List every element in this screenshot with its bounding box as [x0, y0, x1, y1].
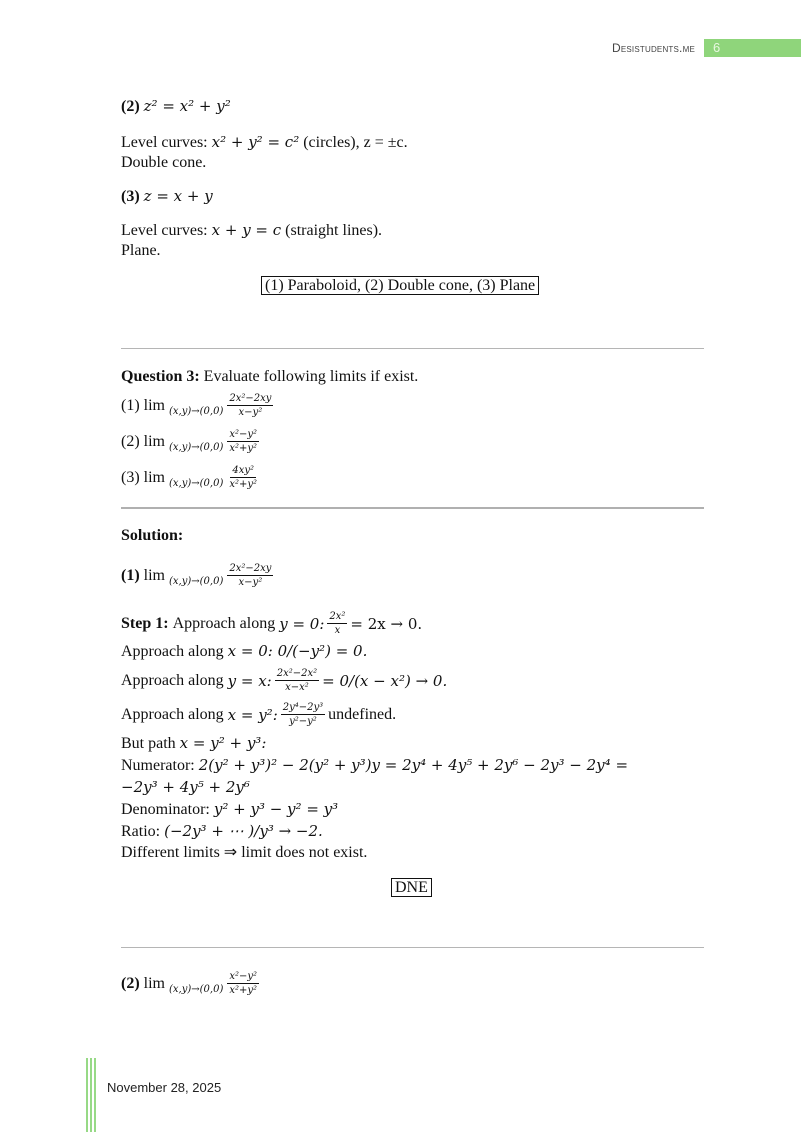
fraction [275, 667, 319, 694]
step1-text: Approach along [172, 614, 276, 632]
line-text: But path [121, 735, 176, 752]
solution-title: Solution: [121, 527, 184, 544]
denominator: x²+y² [229, 479, 258, 490]
line-text: Approach along [121, 643, 224, 660]
approach-y-equals-x [121, 667, 447, 694]
line-math: (−2y³ + ⋯ )/y³ → −2. [164, 822, 323, 840]
fraction [227, 392, 273, 419]
question3-limit-2 [121, 428, 259, 455]
part3-heading [121, 186, 213, 207]
part2-heading [121, 96, 231, 117]
part3-label: (3) [121, 188, 140, 205]
divider [121, 507, 704, 509]
part-label: (1) [121, 566, 140, 584]
part2-equation: z² = x² + y² [143, 97, 231, 115]
limit-label: (1) lim [121, 396, 165, 414]
part2-level-curves [121, 132, 408, 153]
fraction [227, 562, 273, 589]
limit-subscript: (x,y)→(0,0) [169, 477, 224, 489]
denominator-line [121, 799, 338, 820]
fraction [227, 464, 259, 491]
numerator: x²−y² [229, 971, 258, 982]
question3-heading [121, 367, 418, 387]
numerator-continued [121, 777, 250, 798]
limit-label: (3) lim [121, 468, 165, 486]
numerator: 2x²−2xy [229, 393, 272, 404]
numerator: 4xy² [232, 465, 255, 476]
fraction [327, 610, 347, 637]
footer-date: November 28, 2025 [107, 1080, 222, 1095]
question3-prompt: Evaluate following limits if exist. [203, 368, 419, 385]
level-curves-equation: x + y = c [211, 221, 282, 239]
line-text: Denominator: [121, 801, 210, 818]
answer-box-q2 [261, 276, 539, 296]
level-curves-note: (straight lines). [285, 222, 383, 239]
question3-title: Question 3: [121, 368, 200, 385]
line-text: Approach along [121, 705, 224, 723]
fraction [281, 701, 325, 728]
header-site-name: Desistudents.me [611, 41, 695, 55]
denominator: x²+y² [229, 985, 258, 996]
limit-subscript: (x,y)→(0,0) [169, 441, 224, 453]
boxed-answer: (1) Paraboloid, (2) Double cone, (3) Plane [261, 276, 539, 295]
line-text: Ratio: [121, 823, 161, 840]
denominator: x [334, 625, 341, 636]
part-label: (2) [121, 974, 140, 992]
dne-answer [391, 878, 432, 898]
path-line [121, 733, 266, 754]
solution-part1-heading [121, 562, 273, 589]
fraction [227, 970, 259, 997]
limit-subscript: (x,y)→(0,0) [169, 405, 224, 417]
line-math: 2(y² + y³)² − 2(y² + y³)y = 2y⁴ + 4y⁵ + 2y⁶ − 2y³ − 2y⁴ = [198, 756, 629, 774]
page-number-badge: 6 [704, 39, 801, 57]
denominator: x²+y² [229, 443, 258, 454]
denominator: x−x² [285, 682, 309, 693]
line-result: undefined. [328, 705, 397, 723]
limit-subscript: (x,y)→(0,0) [169, 983, 224, 995]
line-text: Numerator: [121, 757, 195, 774]
level-curves-equation: x² + y² = c² [211, 133, 300, 151]
lim-text: lim [143, 566, 165, 584]
footer-accent-bar [90, 1058, 92, 1132]
level-curves-note: (circles), z = ±c. [303, 134, 408, 151]
part2-label: (2) [121, 98, 140, 115]
lim-text: lim [143, 974, 165, 992]
line-text: Approach along [121, 671, 224, 689]
question3-limit-3 [121, 464, 259, 491]
part3-equation: z = x + y [143, 187, 213, 205]
part2-conclusion: Double cone. [121, 154, 207, 171]
ratio-line [121, 821, 323, 842]
step1-label: Step 1: [121, 614, 169, 632]
denominator: x−y² [238, 407, 263, 418]
conclusion-line: Different limits ⇒ limit does not exist. [121, 844, 368, 861]
limit-subscript: (x,y)→(0,0) [169, 575, 224, 587]
line-result: = 0/(x − x²) → 0. [322, 671, 448, 690]
limit-label: (2) lim [121, 432, 165, 450]
boxed-answer: DNE [391, 878, 432, 897]
footer-accent-bar [86, 1058, 88, 1132]
line-math: x = y² + y³: [179, 734, 267, 752]
step1-result: = 2x → 0. [350, 614, 423, 633]
level-curves-label: Level curves: [121, 222, 208, 239]
approach-x-equals-y-squared [121, 701, 396, 728]
level-curves-label: Level curves: [121, 134, 208, 151]
part3-level-curves [121, 220, 382, 241]
line-math: −2y³ + 4y⁵ + 2y⁶ [121, 778, 250, 796]
numerator: 2x²−2xy [229, 563, 272, 574]
numerator-line [121, 755, 628, 776]
part3-conclusion: Plane. [121, 242, 161, 259]
fraction [227, 428, 259, 455]
solution-heading [121, 526, 183, 546]
denominator: x−y² [238, 577, 263, 588]
numerator: x²−y² [229, 429, 258, 440]
question3-limit-1 [121, 392, 273, 419]
numerator: 2x²−2x² [276, 668, 318, 679]
solution-part2-heading [121, 970, 259, 997]
line-math: x = 0: 0/(−y²) = 0. [227, 642, 368, 660]
numerator: 2y⁴−2y³ [282, 702, 324, 713]
denominator: y²−y² [289, 716, 317, 727]
numerator: 2x² [329, 611, 346, 622]
line-condition: y = x: [227, 671, 272, 690]
step1-condition: y = 0: [279, 614, 325, 633]
divider [121, 348, 704, 349]
divider [121, 947, 704, 948]
line-math: y² + y³ − y² = y³ [213, 800, 339, 818]
footer-accent-bar [94, 1058, 96, 1132]
approach-x-zero [121, 641, 367, 662]
line-condition: x = y²: [227, 705, 278, 724]
step1-line [121, 610, 422, 637]
